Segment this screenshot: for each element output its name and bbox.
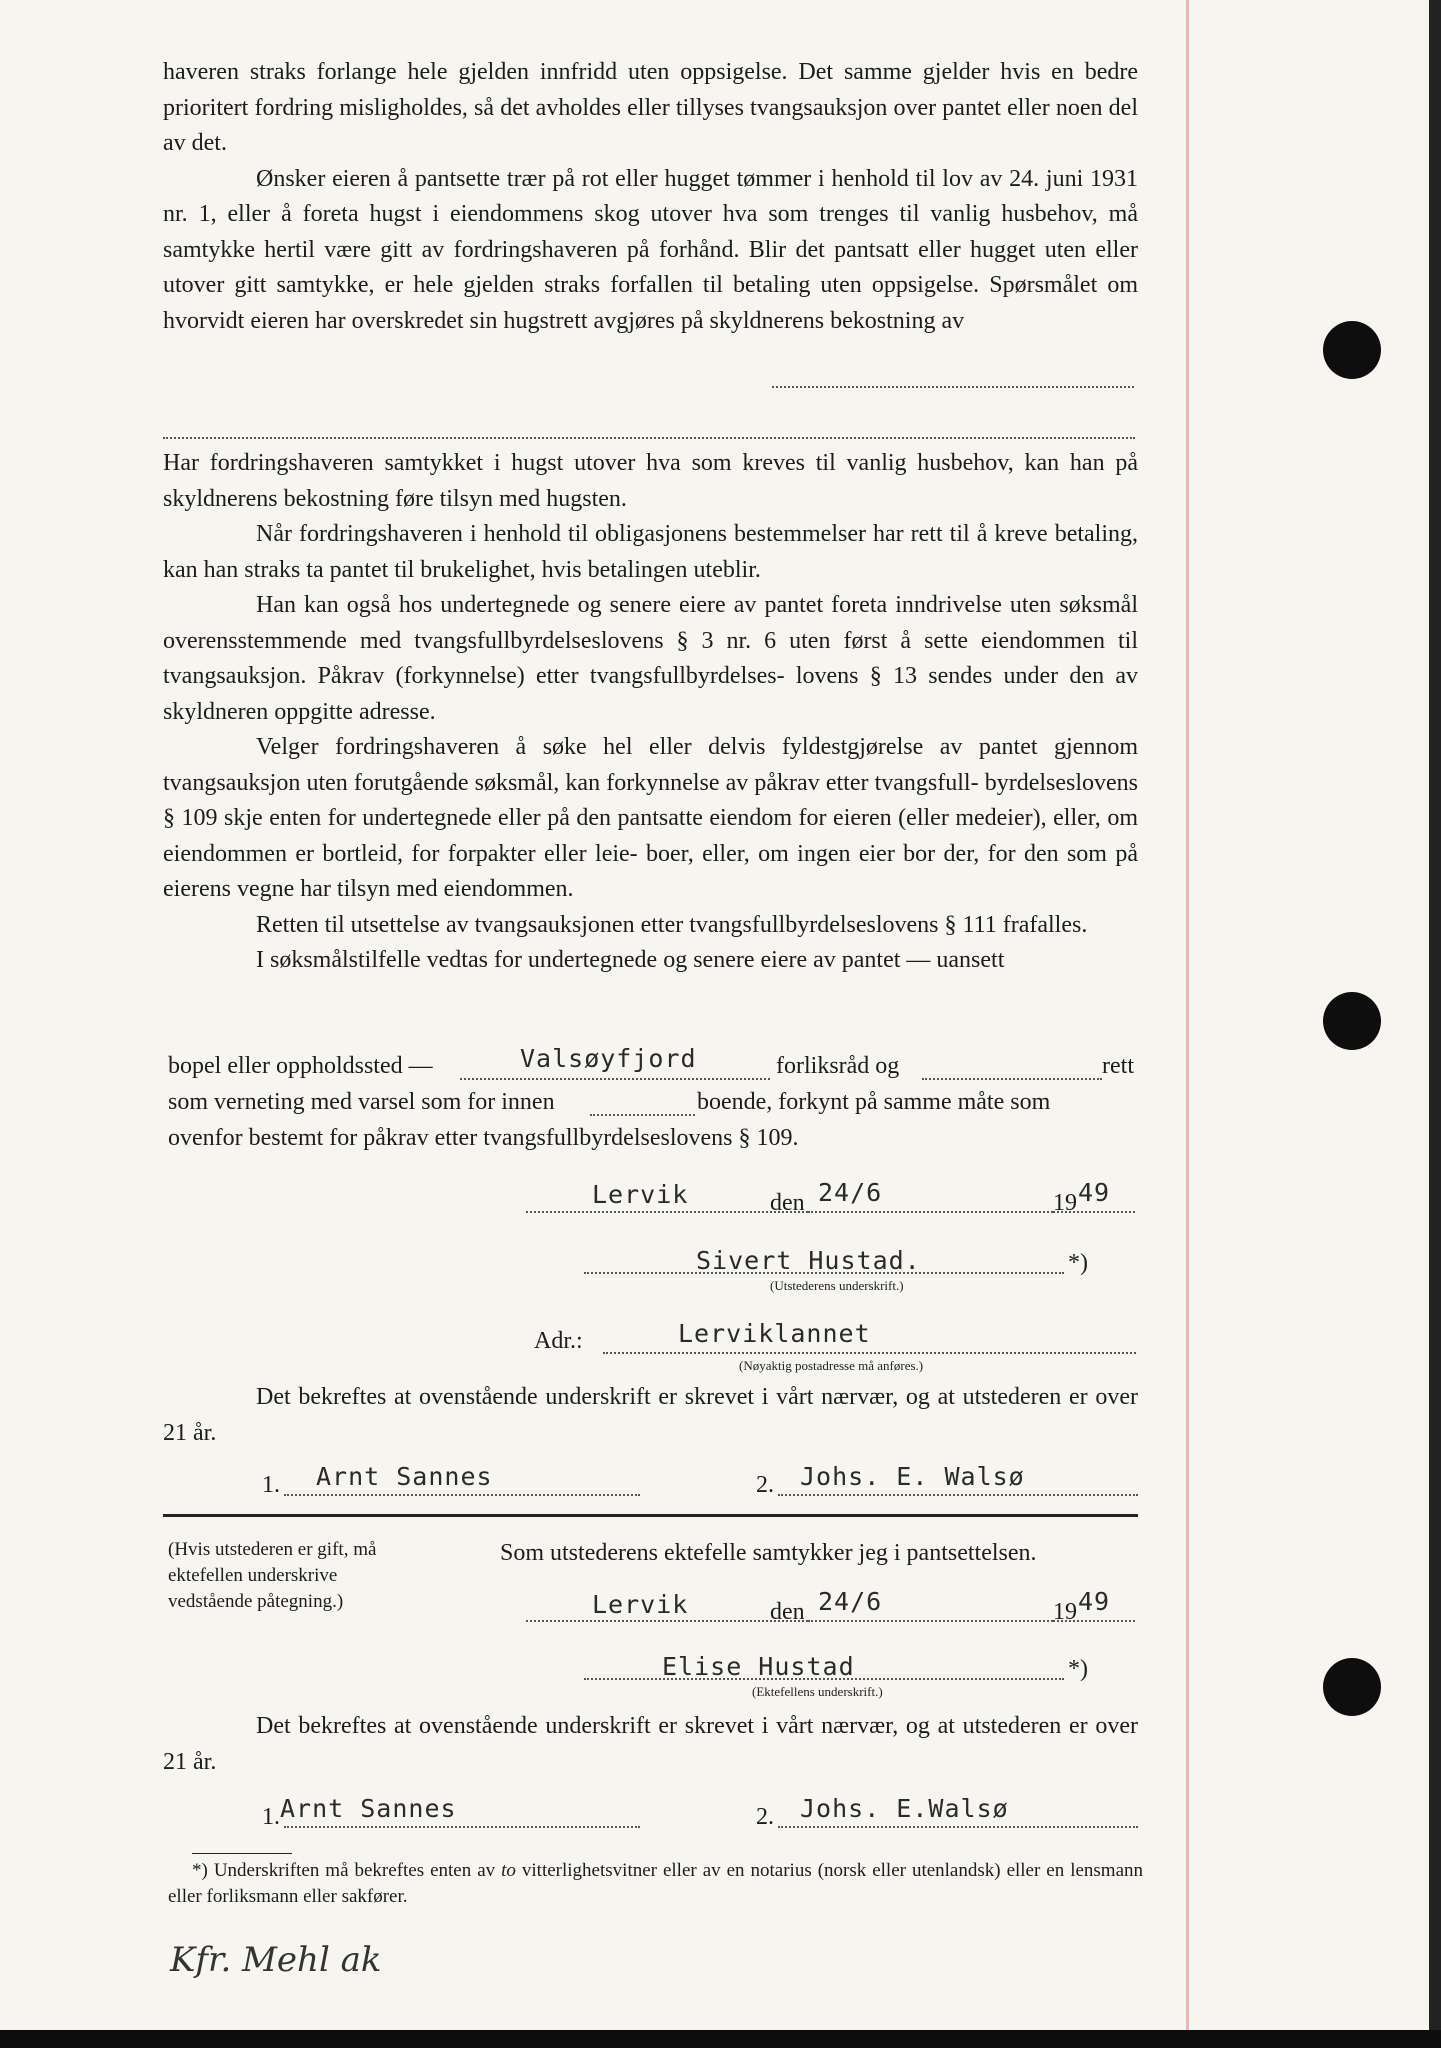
punch-hole bbox=[1323, 321, 1381, 379]
witness-signature: Arnt Sannes bbox=[280, 1794, 457, 1823]
footnote: *) Underskriften må bekreftes enten av to vitterlighetsvitner eller av en notarius (norsk eller utenlandsk) eller en lensmann eller forliksmann eller sakfører. bbox=[168, 1860, 1144, 1907]
signature-line bbox=[284, 1826, 640, 1828]
signature-line bbox=[284, 1494, 640, 1496]
witness-signature: Johs. E. Walsø bbox=[800, 1462, 1025, 1491]
place-field: Lervik bbox=[592, 1590, 689, 1619]
paragraph: haveren straks forlange hele gjelden innfridd uten oppsigelse. Det samme gjelder hvis en bedre prioritert fordring misligholdes, så det avholdes eller tillyses tvangsauksjon over pantet eller noen del av det. bbox=[163, 59, 1138, 156]
spouse-signature: Elise Hustad bbox=[662, 1652, 855, 1681]
address-label: Adr.: bbox=[534, 1328, 583, 1354]
signature-line bbox=[778, 1826, 1138, 1828]
dotted-fill-line bbox=[772, 386, 1134, 388]
dotted-fill-line bbox=[590, 1114, 695, 1116]
dotted-fill-line bbox=[808, 1620, 1053, 1622]
address-caption: (Nøyaktig postadresse må anføres.) bbox=[739, 1358, 924, 1373]
paragraph: Retten til utsettelse av tvangsauksjonen etter tvangsfullbyrdelseslovens § 111 frafalles. bbox=[256, 911, 1088, 938]
dotted-fill-line bbox=[1053, 1211, 1135, 1213]
year-suffix: 49 bbox=[1078, 1178, 1111, 1207]
paragraph: I søksmålstilfelle vedtas for undertegnede og senere eiere av pantet — uansett bbox=[256, 947, 1005, 973]
year-prefix: 19 bbox=[1053, 1190, 1077, 1216]
handwritten-note: Kfr. Mehl ak bbox=[170, 1940, 382, 1980]
dotted-fill-line bbox=[922, 1078, 1102, 1080]
dotted-fill-line bbox=[526, 1620, 808, 1622]
red-margin-line bbox=[1186, 0, 1189, 2048]
address-field: Lerviklannet bbox=[678, 1319, 871, 1348]
spouse-consent-text: Som utstederens ektefelle samtykker jeg i pantsettelsen. bbox=[500, 1540, 1037, 1566]
spouse-note: (Hvis utstederen er gift, må ektefellen underskrive vedstående påtegning.) bbox=[168, 1539, 377, 1612]
asterisk-mark: *) bbox=[1068, 1656, 1088, 1682]
confirm-text: Det bekreftes at ovenstående underskrift er skrevet i vårt nærvær, og at utstederen er over 21 år. bbox=[163, 1713, 1138, 1775]
venue-label: boende, forkynt på samme måte som bbox=[697, 1089, 1051, 1115]
venue-label: rett bbox=[1102, 1053, 1134, 1079]
issuer-signature: Sivert Hustad. bbox=[696, 1246, 921, 1275]
section-divider bbox=[163, 1514, 1138, 1517]
witness-signature: Arnt Sannes bbox=[316, 1462, 493, 1491]
issuer-caption: (Utstederens underskrift.) bbox=[770, 1278, 904, 1293]
witness-number: 1. bbox=[262, 1804, 280, 1830]
dotted-fill-line bbox=[1053, 1620, 1135, 1622]
witness-number: 2. bbox=[756, 1804, 774, 1830]
paragraph: Når fordringshaveren i henhold til obligasjonens bestemmelser har rett til å kreve betaling, kan han straks ta pantet til brukelighet, hvis betalingen uteblir. bbox=[163, 521, 1138, 583]
dotted-fill-line bbox=[460, 1078, 770, 1080]
dotted-fill-line bbox=[526, 1211, 808, 1213]
place-field: Lervik bbox=[592, 1180, 689, 1209]
paragraph: Har fordringshaveren samtykket i hugst utover hva som kreves til vanlig husbehov, kan han på skyldnerens bekostning føre tilsyn med hugsten. bbox=[163, 450, 1138, 512]
den-label: den bbox=[770, 1599, 805, 1625]
witness-signature: Johs. E.Walsø bbox=[800, 1794, 1009, 1823]
confirm-text: Det bekreftes at ovenstående underskrift er skrevet i vårt nærvær, og at utstederen er over 21 år. bbox=[163, 1384, 1138, 1446]
year-prefix: 19 bbox=[1053, 1599, 1077, 1625]
venue-label: bopel eller oppholdssted — bbox=[168, 1053, 433, 1079]
date-field: 24/6 bbox=[818, 1178, 883, 1207]
signature-line bbox=[778, 1494, 1138, 1496]
witness-number: 1. bbox=[262, 1472, 280, 1498]
spouse-caption: (Ektefellens underskrift.) bbox=[752, 1684, 883, 1699]
text-block-main bbox=[163, 446, 1138, 979]
scan-edge bbox=[0, 2030, 1441, 2048]
paragraph: Han kan også hos undertegnede og senere eiere av pantet foreta inndrivelse uten søksmål overensstemmende med tvangsfullbyrdelseslovens § 3 nr. 6 uten først å sette eiendommen til tvangsauksjon. Påkrav (forkynnelse) etter tvangsfullbyrdelses- lovens § 13 sendes under den av skyldneren oppgitte adresse. bbox=[163, 592, 1138, 725]
punch-hole bbox=[1323, 1658, 1381, 1716]
punch-hole bbox=[1323, 992, 1381, 1050]
date-field: 24/6 bbox=[818, 1587, 883, 1616]
paragraph: Ønsker eieren å pantsette trær på rot eller hugget tømmer i henhold til lov av 24. juni 1931 nr. 1, eller å foreta hugst i eiendommens skog utover hva som trenges til vanlig husbehov, må samtykke hertil være gitt av fordringshaveren på forhånd. Blir det pantsatt eller hugget uten eller utover gitt samtykke, er hele gjelden straks forfallen til betaling uten oppsigelse. Spørsmålet om hvorvidt eieren har overskredet sin hugstrett avgjøres på skyldnerens bekostning av bbox=[163, 165, 1138, 334]
dotted-fill-line bbox=[808, 1211, 1053, 1213]
den-label: den bbox=[770, 1190, 805, 1216]
paragraph: Velger fordringshaveren å søke hel eller delvis fyldestgjørelse av pantet gjennom tvangsauksjon uten forutgående søksmål, kan forkynnelse av påkrav etter tvangsfull- byrdelseslovens § 109 skje enten for undertegnede eller på den pantsatte eiendom for eieren (eller medeier), eller, om eiendommen er bortleid, for forpakter eller leie- boer, eller, om ingen eier bor der, for den som på eierens vegne har tilsyn med eiendommen. bbox=[163, 734, 1138, 902]
forliksraad-field: Valsøyfjord bbox=[520, 1044, 697, 1073]
asterisk-mark: *) bbox=[1068, 1250, 1088, 1276]
witness-number: 2. bbox=[756, 1472, 774, 1498]
year-suffix: 49 bbox=[1078, 1587, 1111, 1616]
dotted-fill-line bbox=[603, 1352, 1136, 1354]
dotted-fill-line bbox=[163, 437, 1135, 439]
venue-label: som verneting med varsel som for innen bbox=[168, 1089, 555, 1115]
venue-label: forliksråd og bbox=[776, 1053, 900, 1079]
venue-label: ovenfor bestemt for påkrav etter tvangsfullbyrdelseslovens § 109. bbox=[168, 1125, 799, 1151]
text-block-top bbox=[163, 55, 1138, 339]
scan-edge bbox=[1429, 0, 1441, 2048]
footnote-rule bbox=[192, 1853, 292, 1854]
